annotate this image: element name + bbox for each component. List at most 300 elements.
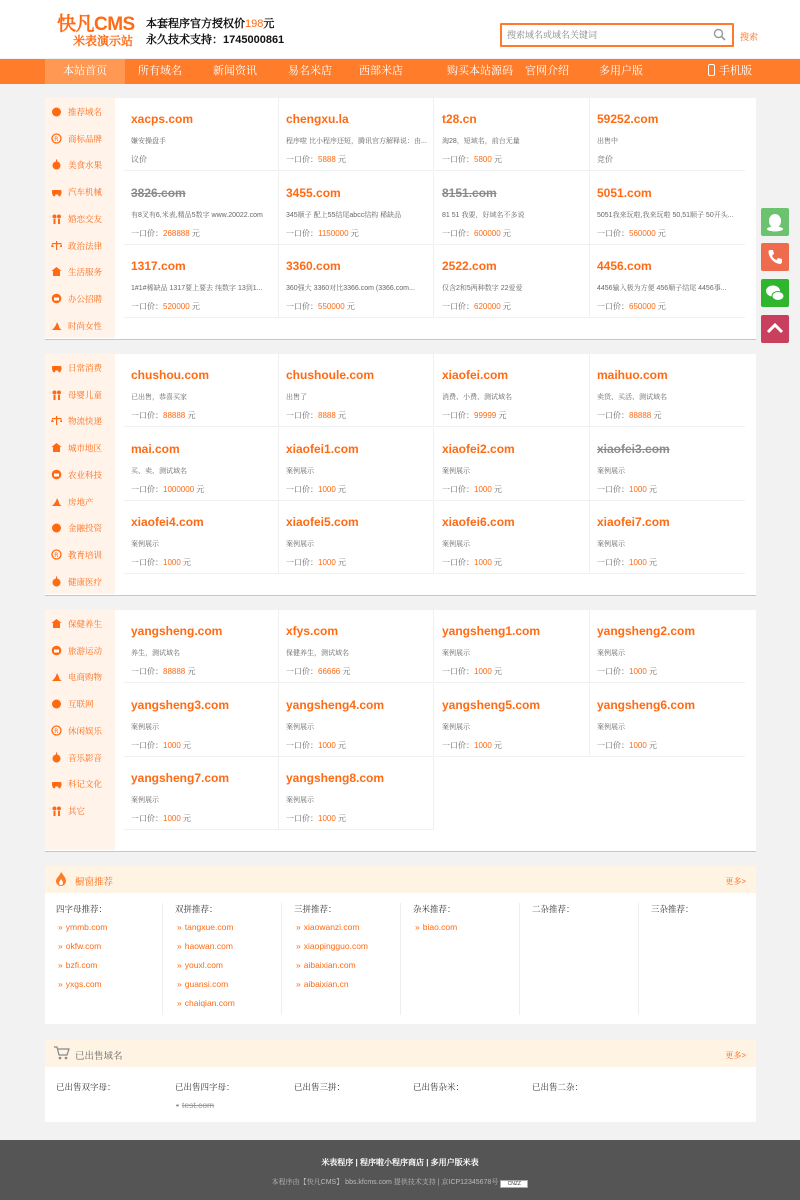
showcase-domain-link[interactable] (164, 960, 281, 979)
domain-name[interactable]: xiaofei3.com (597, 441, 670, 456)
domain-name[interactable]: yangsheng4.com (286, 697, 385, 712)
phone-icon (761, 260, 789, 274)
phone-float-button[interactable] (761, 243, 789, 271)
category-item[interactable] (51, 155, 102, 175)
domain-name[interactable]: xiaofei.com (442, 368, 509, 382)
sold-domain-link[interactable] (164, 1100, 282, 1110)
nav-label: 西部米店 (359, 65, 403, 77)
category-item[interactable] (51, 801, 85, 821)
price-value: 1000 (629, 740, 647, 750)
showcase-domain: aibaixian.cn (303, 979, 349, 989)
domain-price (286, 484, 346, 495)
domain-card[interactable] (124, 98, 279, 171)
category-icon (51, 362, 62, 373)
category-label: 时尚女性 (68, 320, 103, 331)
category-item[interactable] (51, 438, 102, 458)
price-prefix: 一口价： (286, 155, 318, 164)
showcase-column (640, 903, 758, 1015)
domain-card[interactable] (590, 501, 745, 574)
category-item[interactable] (51, 316, 102, 336)
price-unit: 元 (189, 302, 200, 311)
stats-badge[interactable]: CNZZ (500, 1180, 528, 1188)
domain-card[interactable] (590, 610, 745, 683)
price-value: 550000 (318, 302, 345, 311)
category-item[interactable] (51, 545, 102, 565)
price-prefix: 一口价： (131, 814, 163, 823)
bullet-icon: » (296, 922, 301, 932)
showcase-column (283, 903, 401, 1015)
domain-price (131, 557, 191, 568)
domain-name[interactable]: xacps.com (131, 112, 194, 126)
domain-card[interactable] (279, 684, 434, 757)
price-prefix: 一口价： (442, 558, 474, 567)
price-unit: 元 (340, 667, 351, 676)
sold-column-title: 已出售四字母： (175, 1082, 235, 1092)
domain-name[interactable]: 8151.com (442, 185, 497, 200)
category-item[interactable] (51, 641, 102, 661)
domain-name[interactable]: yangsheng7.com (131, 771, 230, 785)
category-icon (51, 805, 62, 816)
showcase-domain: bzfi.com (65, 960, 98, 970)
price-unit: 元 (655, 228, 666, 238)
domain-description: 5051我来玩啦,我来玩啦 50,51顺子 50开头... (597, 211, 734, 219)
price-value: 1000 (474, 484, 492, 494)
category-item[interactable] (51, 209, 102, 229)
price-prefix: 一口价： (442, 667, 474, 676)
domain-price (286, 410, 346, 421)
bullet-icon: » (58, 941, 63, 951)
domain-name[interactable]: xiaofei1.com (286, 441, 359, 456)
domain-price (131, 484, 204, 495)
domain-description: 案例展示 (442, 467, 470, 475)
domain-card[interactable] (124, 172, 279, 245)
domain-price (597, 228, 666, 239)
price-prefix: 一口价： (286, 484, 318, 494)
domain-name[interactable]: 2522.com (442, 259, 497, 273)
price-unit: 元 (180, 740, 192, 750)
domain-name[interactable]: chushou.com (131, 368, 210, 382)
price-unit: 元 (491, 484, 503, 494)
category-item[interactable] (51, 385, 102, 405)
price-value: 1000 (318, 740, 336, 750)
domain-card[interactable] (279, 428, 434, 501)
license-unit: 元 (263, 18, 275, 30)
showcase-domain: xiaopingguo.com (303, 941, 368, 951)
domain-card[interactable] (124, 684, 279, 757)
price-unit: 元 (185, 667, 196, 676)
nav-item-0[interactable] (45, 59, 125, 84)
showcase-column (164, 903, 282, 1015)
price-prefix: 一口价： (597, 411, 629, 420)
fire-icon (55, 872, 67, 886)
category-item[interactable] (51, 236, 102, 256)
domain-card[interactable] (279, 757, 434, 830)
category-icon (51, 671, 62, 682)
price-unit: 元 (180, 814, 192, 823)
showcase-domain-link[interactable] (164, 922, 281, 941)
category-item[interactable] (51, 721, 102, 741)
price-prefix: 一口价： (286, 667, 318, 676)
price-unit: 元 (194, 484, 205, 494)
price-value: 1000 (474, 667, 492, 676)
category-label: 互联网 (68, 699, 94, 710)
domain-price (442, 301, 511, 312)
showcase-domain: youxl.com (184, 960, 223, 970)
category-label: 城市地区 (68, 443, 103, 454)
sold-header (45, 1040, 756, 1067)
showcase-domain-link[interactable] (45, 941, 162, 960)
domain-card[interactable] (435, 98, 590, 171)
domain-price (442, 557, 502, 568)
category-icon (51, 645, 62, 656)
qq-float-button[interactable] (761, 208, 789, 236)
domain-card[interactable] (435, 610, 590, 683)
domain-description: 已出售，恭喜买家 (131, 394, 187, 401)
domain-name[interactable]: xiaofei5.com (286, 515, 359, 529)
domain-card[interactable] (124, 245, 279, 318)
price-prefix: 一口价： (286, 558, 318, 567)
showcase-domain-link[interactable] (402, 922, 519, 941)
domain-price (597, 740, 657, 751)
domain-name[interactable]: yangsheng8.com (286, 771, 385, 785)
category-icon (51, 293, 62, 304)
sold-column (164, 1081, 282, 1110)
price-unit: 元 (646, 558, 658, 567)
domain-card[interactable] (590, 172, 745, 245)
showcase-column-title: 四字母推荐： (56, 904, 108, 914)
category-item[interactable] (51, 667, 102, 687)
showcase-domain-link[interactable] (164, 998, 281, 1017)
domain-card[interactable] (279, 610, 434, 683)
domain-name[interactable]: yangsheng2.com (597, 624, 696, 638)
category-icon (51, 496, 62, 507)
nav-label: 新闻资讯 (213, 65, 257, 77)
search-button[interactable]: 搜索 (740, 32, 759, 42)
domain-description: 程序啦 比小程序还短，腾讯官方解释说：由... (286, 138, 427, 145)
wechat-float-button[interactable] (761, 279, 789, 307)
domain-card[interactable] (435, 245, 590, 318)
price-unit: 元 (646, 667, 658, 676)
sold-column (45, 1081, 163, 1100)
domain-card[interactable] (435, 501, 590, 574)
showcase-domain-link[interactable] (283, 941, 400, 960)
domain-card[interactable] (590, 98, 745, 171)
sold-panel (45, 1040, 756, 1122)
domain-card[interactable] (435, 354, 590, 427)
domain-name[interactable]: yangsheng5.com (442, 697, 541, 712)
price-value: 1000 (163, 558, 181, 567)
domain-price (131, 228, 200, 239)
category-item[interactable] (51, 129, 102, 149)
domain-price (131, 301, 200, 312)
category-label: 金融投资 (68, 523, 103, 534)
price-prefix: 一口价： (131, 484, 163, 494)
category-icon (51, 576, 62, 587)
domain-name[interactable]: 1317.com (131, 259, 186, 273)
showcase-domain-link[interactable] (283, 979, 400, 998)
price-prefix: 一口价： (442, 155, 474, 164)
search-input[interactable] (502, 25, 702, 45)
bullet-icon: » (415, 922, 420, 932)
price-unit: 元 (335, 155, 347, 164)
category-icon (51, 725, 62, 736)
showcase-domain: biao.com (422, 922, 458, 932)
domain-name[interactable]: xfys.com (286, 624, 339, 638)
category-label: 教育培训 (68, 549, 103, 560)
domain-name[interactable]: mai.com (131, 441, 180, 456)
search-icon[interactable] (713, 28, 726, 41)
domain-description: 案例展示 (597, 723, 625, 731)
price-prefix: 一口价： (286, 302, 318, 311)
category-item[interactable] (51, 774, 102, 794)
domain-description: 案例展示 (442, 541, 470, 548)
nav-item-6[interactable] (508, 59, 586, 84)
category-item[interactable] (51, 694, 94, 714)
sold-column-title: 已出售二杂： (532, 1082, 584, 1092)
category-label: 旅游运动 (68, 645, 103, 656)
category-label: 物流快递 (68, 416, 103, 427)
domain-name[interactable]: xiaofei7.com (597, 515, 670, 529)
category-item[interactable] (51, 289, 102, 309)
price-value: 竞价 (597, 155, 613, 164)
price-value: 5888 (318, 155, 336, 164)
category-icon (51, 106, 62, 117)
domain-name[interactable]: chengxu.la (286, 112, 349, 126)
category-label: 健康医疗 (68, 576, 103, 587)
domain-card[interactable] (590, 354, 745, 427)
showcase-domain-link[interactable] (45, 979, 162, 998)
domain-name[interactable]: 5051.com (597, 185, 652, 200)
price-value: 88888 (163, 667, 186, 676)
category-label: 科记文化 (68, 779, 103, 790)
price-prefix: 一口价： (597, 484, 629, 494)
domain-card[interactable] (279, 245, 434, 318)
domain-price (597, 301, 666, 312)
domain-card[interactable] (124, 610, 279, 683)
price-value: 1000 (163, 740, 181, 750)
domain-name[interactable]: yangsheng3.com (131, 697, 230, 712)
domain-description: 案例展示 (131, 723, 159, 731)
nav-item-1[interactable] (120, 59, 200, 84)
price-unit: 元 (491, 155, 503, 164)
price-value: 99999 (474, 411, 497, 420)
showcase-domain: okfw.com (65, 941, 102, 951)
domain-description: 81 51 我要，好域名不多说 (442, 211, 525, 219)
category-label: 农业科技 (68, 469, 103, 480)
category-item[interactable] (51, 358, 102, 378)
domain-card[interactable] (124, 757, 279, 830)
showcase-column-title: 二杂推荐： (532, 904, 575, 914)
domain-price (442, 410, 506, 421)
sold-column (402, 1081, 520, 1100)
showcase-domain-link[interactable] (45, 960, 162, 979)
sold-column (521, 1081, 639, 1100)
category-item[interactable] (51, 465, 102, 485)
category-item[interactable] (51, 614, 102, 634)
bullet-icon: » (296, 941, 301, 951)
category-item[interactable] (51, 102, 102, 122)
domain-description: 淘28，短域名，前台无量 (442, 138, 520, 145)
showcase-domain-link[interactable] (164, 979, 281, 998)
domain-description: 360强大 3360对比3366.com (3366.com... (286, 285, 415, 292)
domain-name[interactable]: yangsheng6.com (597, 697, 696, 712)
price-unit: 元 (335, 814, 347, 823)
domain-name[interactable]: xiaofei2.com (442, 441, 515, 456)
category-label: 政治法律 (68, 240, 103, 251)
domain-card[interactable] (590, 428, 745, 501)
category-item[interactable] (51, 182, 102, 202)
category-icon (51, 618, 62, 629)
domain-description: 345顺子 配上55结尾abcc结构 稀缺品 (286, 211, 402, 219)
category-icon (51, 415, 62, 426)
domain-name[interactable]: chushoule.com (286, 368, 375, 382)
site-logo[interactable]: 快凡CMS (57, 14, 135, 35)
nav-item-8[interactable] (690, 59, 770, 84)
bullet-icon: » (177, 941, 182, 951)
footer-links[interactable]: 米表程序 | 程序啦小程序商店 | 多用户版米表 (321, 1158, 479, 1167)
nav-item-4[interactable] (348, 59, 414, 84)
price-unit: 元 (335, 740, 347, 750)
domain-section-0 (45, 98, 756, 340)
category-item[interactable] (51, 748, 102, 768)
domain-card[interactable] (124, 501, 279, 574)
main-nav (0, 59, 800, 84)
price-prefix: 一口价： (131, 302, 163, 311)
domain-name[interactable]: yangsheng1.com (442, 624, 541, 638)
price-value: 1000 (629, 667, 647, 676)
nav-item-2[interactable] (197, 59, 273, 84)
domain-price (131, 410, 195, 421)
domain-name[interactable]: 3360.com (286, 259, 341, 273)
nav-label: 官网介绍 (525, 65, 569, 77)
showcase-column-title: 双拼推荐： (175, 904, 218, 914)
support-info: 永久技术支持：1745000861 (146, 34, 285, 46)
domain-name[interactable]: maihuo.com (597, 368, 668, 382)
showcase-domain-link[interactable] (283, 960, 400, 979)
domain-card[interactable] (590, 245, 745, 318)
domain-name[interactable]: t28.cn (442, 112, 477, 126)
category-item[interactable] (51, 411, 102, 431)
nav-label: 本站首页 (63, 65, 107, 77)
category-label: 生活服务 (68, 267, 103, 278)
showcase-domain: xiaowanzi.com (303, 922, 360, 932)
category-item[interactable] (51, 262, 102, 282)
category-item[interactable] (51, 492, 94, 512)
bullet-icon: » (296, 979, 301, 989)
domain-card[interactable] (435, 684, 590, 757)
showcase-domain-link[interactable] (164, 941, 281, 960)
domain-card[interactable] (124, 428, 279, 501)
domain-name[interactable]: 3455.com (286, 185, 341, 200)
price-unit: 元 (335, 484, 347, 494)
domain-section-1 (45, 354, 756, 596)
bullet-icon: » (58, 960, 63, 970)
category-label: 美食水果 (68, 160, 103, 171)
cart-icon (54, 1046, 70, 1060)
domain-card[interactable] (435, 428, 590, 501)
price-value: 520000 (163, 302, 190, 311)
price-prefix: 一口价： (286, 740, 318, 750)
sold-more-link[interactable]: 更多> (725, 1051, 746, 1060)
showcase-domain-link[interactable] (283, 922, 400, 941)
domain-description: 案例展示 (286, 541, 314, 548)
domain-name[interactable]: xiaofei4.com (131, 515, 204, 529)
sold-domain: test.com (182, 1100, 215, 1110)
domain-card[interactable] (279, 172, 434, 245)
domain-name[interactable]: yangsheng.com (131, 624, 223, 638)
price-value: 1150000 (318, 228, 349, 238)
domain-price (442, 154, 502, 165)
domain-section-2 (45, 610, 756, 852)
footer-copyright (0, 1177, 800, 1188)
sold-column-title: 已出售三拼： (294, 1082, 346, 1092)
category-item[interactable] (51, 572, 102, 592)
price-prefix: 一口价： (131, 228, 163, 238)
domain-description: 案例展示 (597, 650, 625, 657)
domain-card[interactable] (279, 501, 434, 574)
price-unit: 元 (646, 484, 658, 494)
price-prefix: 一口价： (286, 814, 318, 823)
domain-description: 案例展示 (286, 723, 314, 731)
domain-description: 案例展示 (131, 541, 159, 548)
domain-card[interactable] (590, 684, 745, 757)
domain-description: 案例展示 (286, 797, 314, 804)
domain-description: 案例展示 (597, 541, 625, 548)
category-label: 商标品牌 (68, 133, 103, 144)
showcase-more-link[interactable]: 更多> (725, 877, 746, 886)
domain-name[interactable]: 4456.com (597, 259, 652, 273)
domain-card[interactable] (124, 354, 279, 427)
category-icon (51, 549, 62, 560)
category-label: 电商购物 (68, 672, 103, 683)
domain-name[interactable]: 3826.com (131, 185, 186, 200)
category-label: 母婴儿童 (68, 389, 103, 400)
category-item[interactable] (51, 518, 102, 538)
category-icon (51, 320, 62, 331)
price-unit: 元 (496, 411, 507, 420)
domain-card[interactable] (279, 354, 434, 427)
domain-card[interactable] (279, 98, 434, 171)
domain-card[interactable] (435, 172, 590, 245)
price-prefix: 一口价： (597, 667, 629, 676)
site-subtitle: 米表演示站 (73, 34, 134, 48)
category-label: 办公招聘 (68, 293, 103, 304)
domain-price (442, 666, 502, 677)
back-to-top-float-button[interactable] (761, 315, 789, 343)
domain-name[interactable]: xiaofei6.com (442, 515, 515, 529)
sold-column-title: 已出售双字母： (56, 1082, 116, 1092)
bullet-icon: » (177, 979, 182, 989)
price-value: 88888 (629, 411, 652, 420)
domain-description: 仅含2和5两种数字 22爱爱 (442, 285, 523, 292)
bullet-icon: » (177, 960, 182, 970)
price-prefix: 一口价： (597, 558, 629, 567)
category-label: 婚恋交友 (68, 213, 103, 224)
nav-item-7[interactable] (584, 59, 658, 84)
price-prefix: 一口价： (286, 228, 318, 238)
domain-price (286, 228, 359, 239)
site-header (0, 0, 800, 58)
category-icon (51, 240, 62, 251)
category-icon (51, 133, 62, 144)
showcase-domain-link[interactable] (45, 922, 162, 941)
domain-name[interactable]: 59252.com (597, 112, 659, 126)
domain-description: 案例展示 (442, 723, 470, 731)
price-unit: 元 (344, 302, 355, 311)
nav-item-3[interactable] (272, 59, 348, 84)
mobile-phone-icon (708, 64, 715, 76)
price-value: 1000 (318, 814, 336, 823)
